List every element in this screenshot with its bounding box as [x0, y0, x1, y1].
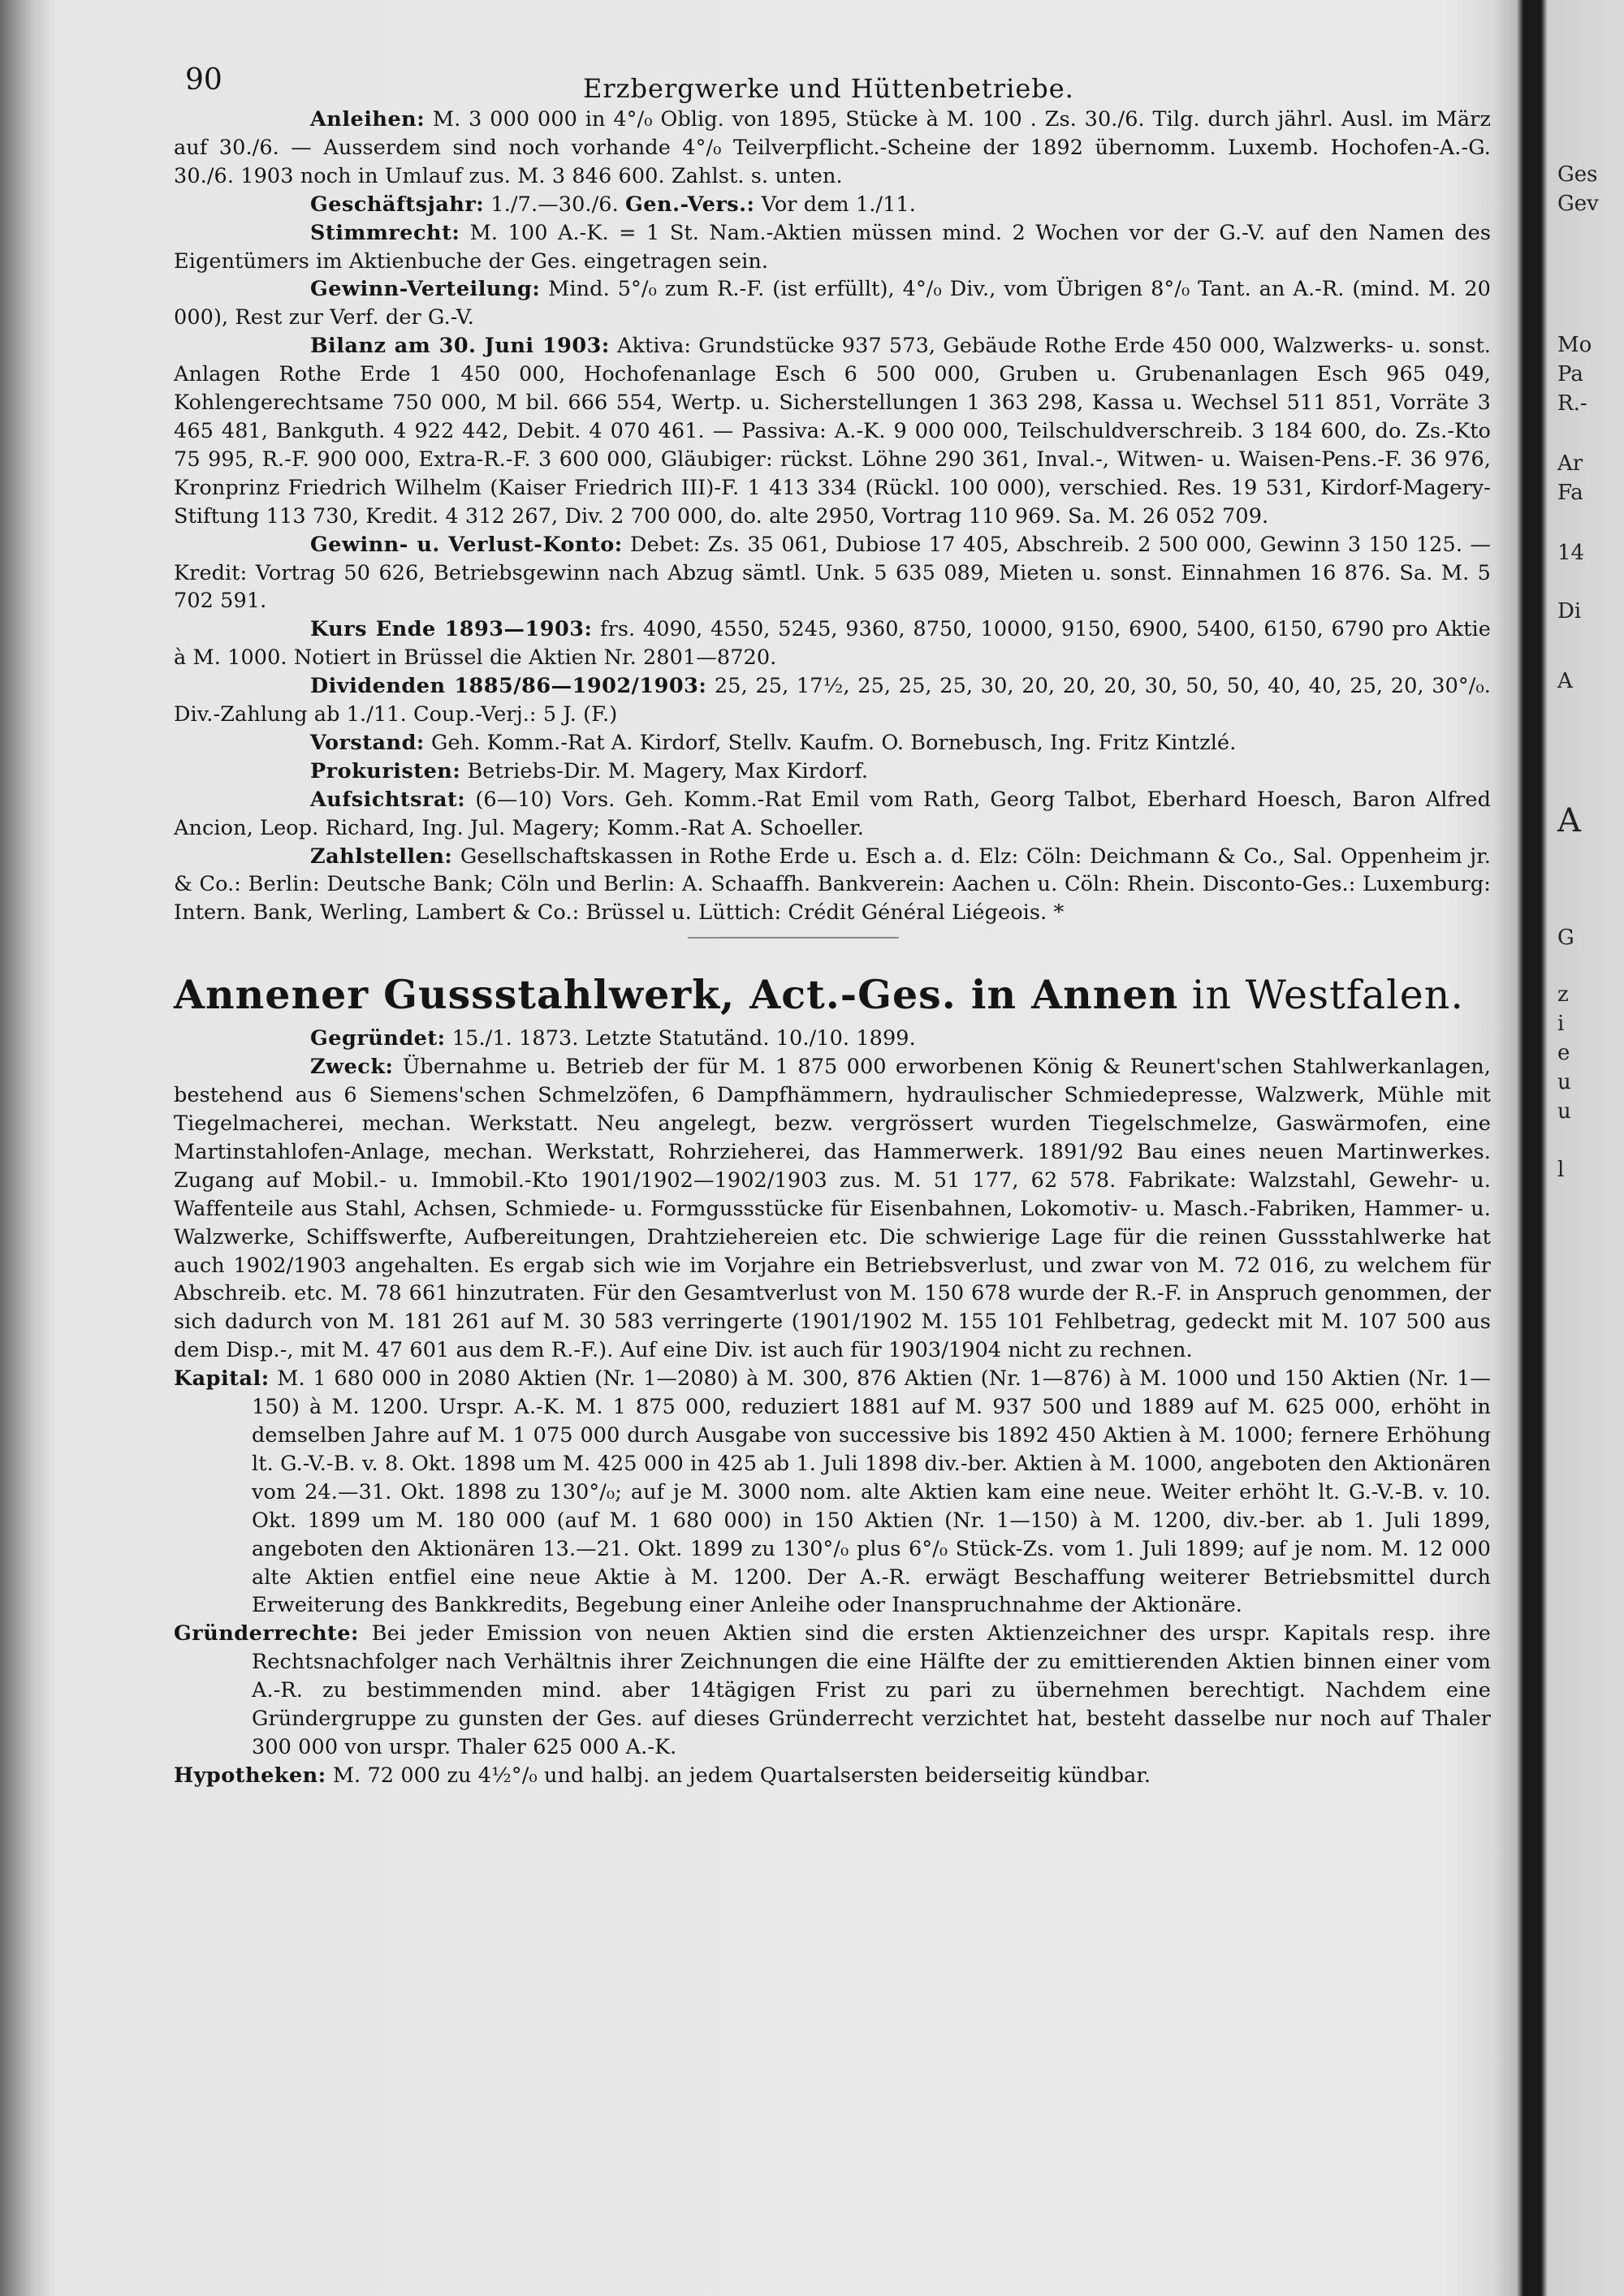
facing-page-edge	[1553, 0, 1624, 2296]
entry-prokuristen	[96, 757, 1491, 786]
entry-bilanz	[96, 332, 1491, 530]
margin-fragment: Di	[1557, 599, 1582, 624]
field-text: M. 3 000 000 in 4°/₀ Oblig. von 1895, Stücke à M. 100 . Zs. 30./6. Tilg. durch jährl. Ausl. im März auf 30./6. — Ausserdem sind noch vorhande 4°/₀ Teilverpflicht.-Scheine der 1892 übernomm. Luxemb. Hochofen-A.-G. 30./6. 1903 noch in Umlauf zus. M. 3 846 600. Zahlst. s. unten.	[174, 107, 1491, 188]
running-header	[96, 49, 1491, 106]
field-label: Hypotheken:	[174, 1763, 326, 1788]
field-text: M. 1 680 000 in 2080 Aktien (Nr. 1—2080) à M. 300, 876 Aktien (Nr. 1—876) à M. 1000 und 150 Aktien (Nr. 1—150) à M. 1200. Urspr. A.-K. M. 1 875 000, reduziert 1881 auf M. 937 500 und 1889 auf M. 625 000, erhöht in demselben Jahre auf M. 1 075 000 durch Ausgabe von successive bis 1892 450 Aktien à M. 1000; fernere Erhöhung lt. G.-V.-B. v. 8. Okt. 1898 um M. 425 000 in 425 ab 1. Juli 1898 div.-ber. Aktien à M. 1000, angeboten den Aktionären vom 24.—31. Okt. 1898 zu 130°/₀; auf je M. 3000 nom. alte Aktien kam eine neue. Weiter erhöht lt. G.-V.-B. v. 10. Okt. 1899 um M. 180 000 (auf M. 1 680 000) in 150 Aktien (Nr. 1—150) à M. 1200, div.-ber. ab 1. Juli 1899, angeboten den Aktionären 13.—21. Okt. 1899 zu 130°/₀ plus 6°/₀ Stück-Zs. vom 1. Juli 1899; auf je nom. M. 12 000 alte Aktien entfiel eine neue Aktie à M. 1200. Der A.-R. erwägt Beschaffung weiterer Betriebsmittel durch Erweiterung des Bankkredits, Begebung einer Anleihe oder Inanspruchnahme der Aktionäre.	[252, 1366, 1491, 1618]
company-heading	[174, 971, 1491, 1018]
running-title: Erzbergwerke und Hüttenbetriebe.	[583, 73, 1074, 104]
field-text: M. 100 A.-K. = 1 St. Nam.-Aktien müssen mind. 2 Wochen vor der G.-V. auf den Namen des Eigentümers im Aktienbuche der Ges. eingetragen sein.	[174, 220, 1491, 274]
entry-geschaeftsjahr	[96, 191, 1491, 219]
margin-fragment: e	[1557, 1041, 1570, 1065]
field-label: Gründerrechte:	[174, 1621, 359, 1646]
entry-gegruendet	[96, 1025, 1491, 1053]
field-label: Vorstand:	[310, 730, 425, 755]
field-text: 15./1. 1873. Letzte Statutänd. 10./10. 1899.	[445, 1026, 916, 1051]
field-label: Kapital:	[174, 1366, 270, 1392]
company-entry-2	[96, 1025, 1491, 1789]
margin-fragment: Pa	[1557, 362, 1583, 386]
field-text: frs. 4090, 4550, 5245, 9360, 8750, 10000, 9150, 6900, 5400, 6150, 6790 pro Aktie à M. 1000. Notiert in Brüssel die Aktien Nr. 2801—8720.	[174, 617, 1492, 671]
field-text: 1./7.—30./6.	[484, 192, 626, 217]
entry-kapital	[96, 1365, 1491, 1620]
field-text: Übernahme u. Betrieb der für M. 1 875 000 erworbenen König & Reunert'schen Stahlwerkanlagen, bestehend aus 6 Siemens'schen Schmelzöfen, 6 Dampfhämmern, hydraulischer Schmiedepresse, Walzwerk, Mühle mit Tiegelmacherei, mechan. Werkstatt. Neu angelegt, bezw. vergrössert wurden Tiegelschmelze, Gaswärmofen, eine Martinstahlofen-Anlage, mechan. Werkstatt, Rohrzieherei, das Hammerwerk. 1891/92 Bau eines neuen Martinwerkes. Zugang auf Mobil.- u. Immobil.-Kto 1901/1902—1902/1903 zus. M. 51 177, 62 578. Fabrikate: Walzstahl, Gewehr- u. Waffenteile aus Stahl, Achsen, Schmiede- u. Formgussstücke für Eisenbahnen, Lokomotiv- u. Masch.-Fabriken, Hammer- u. Walzwerke, Schiffswerfte, Aufbereitungen, Drahtziehereien etc. Die schwierige Lage für die reinen Gussstahlwerke hat auch 1902/1903 angehalten. Es ergab sich wie im Vorjahre ein Betriebsverlust, und zwar von M. 72 016, zu welchem für Abschreib. etc. M. 78 661 hinzutraten. Für den Gesamtverlust von M. 150 678 wurde der R.-F. in Anspruch genommen, der sich dadurch von M. 181 261 auf M. 30 583 verringerte (1901/1902 M. 155 101 Fehlbetrag, gedeckt mit M. 107 500 aus dem Disp.-, mit M. 47 601 aus dem R.-F.). Auf eine Div. ist auch für 1903/1904 nicht zu rechnen.	[174, 1055, 1491, 1363]
field-text: Debet: Zs. 35 061, Dubiose 17 405, Abschreib. 2 500 000, Gewinn 3 150 125. — Kredit: Vortrag 50 626, Betriebsgewinn nach Abzug sämtl. Unk. 5 635 089, Mieten u. sonst. Einnahmen 16 876. Sa. M. 5 702 591.	[174, 532, 1491, 614]
company-entry-1	[96, 106, 1491, 939]
field-text: Gesellschaftskassen in Rothe Erde u. Esch a. d. Elz: Cöln: Deichmann & Co., Sal. Oppenheim jr. & Co.: Berlin: Deutsche Bank; Cöln und Berlin: A. Schaaffh. Bankverein: Aachen u. Cöln: Rhein. Disconto-Ges.: Luxemburg: Intern. Bank, Werling, Lambert & Co.: Brüssel u. Lüttich: Crédit Général Liégeois. *	[174, 844, 1491, 926]
field-text: 25, 25, 17½, 25, 25, 25, 30, 20, 20, 20, 30, 50, 50, 40, 40, 25, 20, 30°/₀. Div.-Zahlung ab 1./11. Coup.-Verj.: 5 J. (F.)	[174, 674, 1492, 727]
entry-aufsichtsrat	[96, 786, 1491, 843]
field-text: Geh. Komm.-Rat A. Kirdorf, Stellv. Kaufm. O. Bornebusch, Ing. Fritz Kintzlé.	[424, 730, 1237, 755]
section-divider	[688, 937, 899, 939]
margin-fragment: i	[1557, 1012, 1565, 1036]
margin-fragment: A	[1557, 802, 1581, 839]
company-name: Annener Gussstahlwerk, Act.-Ges. in Annen	[174, 971, 1179, 1019]
margin-fragment: R.-	[1557, 391, 1587, 416]
field-label: Bilanz am 30. Juni 1903:	[310, 334, 610, 359]
field-label: Gewinn- u. Verlust-Konto:	[310, 532, 623, 557]
entry-vorstand	[96, 729, 1491, 757]
field-text: (6—10) Vors. Geh. Komm.-Rat Emil vom Rath, Georg Talbot, Eberhard Hoesch, Baron Alfred Ancion, Leop. Richard, Ing. Jul. Magery; Komm.-Rat A. Schoeller.	[174, 787, 1491, 840]
margin-fragment: G	[1557, 926, 1574, 950]
entry-anleihen	[96, 106, 1491, 191]
field-label: Prokuristen:	[310, 758, 461, 783]
margin-fragment: u	[1557, 1070, 1571, 1094]
page-number: 90	[185, 63, 222, 97]
margin-fragment: Mo	[1557, 333, 1592, 357]
entry-dividenden	[96, 672, 1491, 729]
field-label: Dividenden 1885/86—1902/1903:	[310, 674, 707, 699]
field-label: Aufsichtsrat:	[310, 787, 466, 812]
margin-fragment: A	[1557, 669, 1573, 693]
field-label: Zweck:	[310, 1055, 394, 1080]
entry-zahlstellen	[96, 843, 1491, 928]
field-text: Mind. 5°/₀ zum R.-F. (ist erfüllt), 4°/₀ Div., vom Übrigen 8°/₀ Tant. an A.-R. (mind. M. 20 000), Rest zur Verf. der G.-V.	[174, 277, 1491, 330]
field-label: Stimmrecht:	[310, 220, 460, 245]
margin-fragment: Ar	[1557, 451, 1583, 476]
field-text: M. 72 000 zu 4½°/₀ und halbj. an jedem Quartalsersten beiderseitig kündbar.	[326, 1763, 1151, 1788]
field-label: Gewinn-Verteilung:	[310, 277, 541, 302]
entry-stimmrecht	[96, 219, 1491, 276]
margin-fragment: l	[1557, 1158, 1565, 1182]
field-label: Anleihen:	[310, 107, 425, 132]
margin-fragment: 14	[1557, 541, 1585, 565]
entry-gewinn-verteilung	[96, 275, 1491, 332]
entry-gewinn-verlust	[96, 531, 1491, 616]
margin-fragment: u	[1557, 1099, 1571, 1124]
entry-hypotheken	[96, 1762, 1491, 1790]
company-location: in Westfalen.	[1178, 972, 1464, 1019]
field-text: Vor dem 1./11.	[754, 192, 916, 217]
entry-gruenderrechte	[96, 1620, 1491, 1762]
field-label: Zahlstellen:	[310, 844, 453, 869]
field-text: Aktiva: Grundstücke 937 573, Gebäude Rothe Erde 450 000, Walzwerks- u. sonst. Anlagen Rothe Erde 1 450 000, Hochofenanlage Esch 6 500 000, Gruben u. Grubenanlagen Esch 965 049, Kohlengerechtsame 750 000, M bil. 666 554, Wertp. u. Sicherstellungen 1 363 298, Kassa u. Wechsel 511 851, Vorräte 3 465 481, Bankguth. 4 922 442, Debit. 4 070 461. — Passiva: A.-K. 9 000 000, Teilschuldverschreib. 3 184 600, do. Zs.-Kto 75 995, R.-F. 900 000, Extra-R.-F. 3 600 000, Gläubiger: rückst. Löhne 290 361, Inval.-, Witwen- u. Waisen-Pens.-F. 36 976, Kronprinz Friedrich Wilhelm (Kaiser Friedrich III)-F. 1 413 334 (Rückl. 100 000), verschied. Res. 19 531, Kirdorf-Magery-Stiftung 113 730, Kredit. 4 312 267, Div. 2 700 000, do. alte 2950, Vortrag 110 969. Sa. M. 26 052 709.	[174, 334, 1491, 529]
margin-fragment: Fa	[1557, 481, 1583, 505]
field-label: Gegründet:	[310, 1026, 446, 1051]
field-text: Betriebs-Dir. M. Magery, Max Kirdorf.	[460, 758, 869, 783]
entry-kurs	[96, 615, 1491, 672]
field-label: Gen.-Vers.:	[625, 192, 755, 217]
margin-fragment: Gev	[1557, 192, 1599, 216]
margin-fragment: z	[1557, 982, 1569, 1007]
entry-zweck	[96, 1053, 1491, 1365]
field-text: Bei jeder Emission von neuen Aktien sind die ersten Aktienzeichner des urspr. Kapitals resp. ihre Rechtsnachfolger nach Verhältnis ihrer Zeichnungen die eine Hälfte der zu emittierenden Aktien binnen einer vom A.-R. zu bestimmenden mind. aber 14tägigen Frist zu pari zu übernehmen berechtigt. Nachdem eine Gründergruppe zu gunsten der Ges. auf dieses Gründerrecht verzichtet hat, besteht dasselbe nur noch auf Thaler 300 000 von urspr. Thaler 625 000 A.-K.	[252, 1621, 1491, 1759]
field-label: Geschäftsjahr:	[310, 192, 485, 217]
margin-fragment: Ges	[1557, 162, 1598, 187]
field-label: Kurs Ende 1893—1903:	[310, 617, 593, 642]
document-page	[96, 49, 1491, 2273]
